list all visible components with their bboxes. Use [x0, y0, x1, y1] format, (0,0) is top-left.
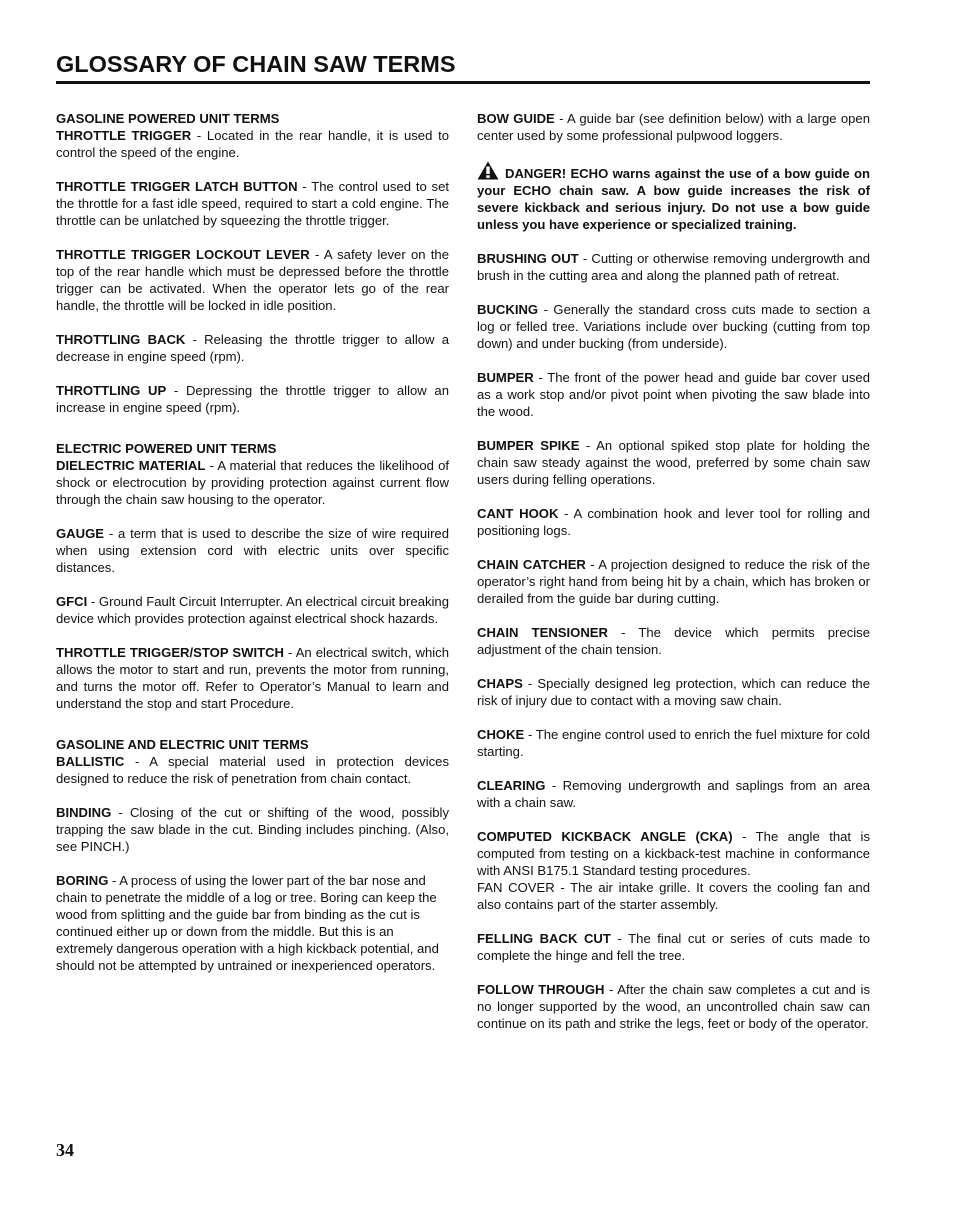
- definition: - A safety lever on the top of the rear handle which must be depressed before the throttle trigger can be activated. When the operator lets go of the rear handle, the throttle will be locked in idle position.: [56, 247, 449, 313]
- definition: - The front of the power head and guide bar cover used as a work stop and/or pivot point when pivoting the saw blade into the wood.: [477, 370, 870, 419]
- glossary-entry: [477, 981, 870, 1032]
- glossary-entry: [56, 804, 449, 855]
- definition: - The control used to set the throttle for a fast idle speed, required to start a cold engine. The throttle can be unlatched by squeezing the throttle trigger.: [56, 179, 449, 228]
- definition: - Removing undergrowth and saplings from an area with a chain saw.: [477, 778, 870, 810]
- definition: - Releasing the throttle trigger to allow a decrease in engine speed (rpm).: [56, 332, 449, 364]
- glossary-entry: [477, 556, 870, 607]
- term: CLEARING: [477, 778, 546, 793]
- section-heading-electric: ELECTRIC POWERED UNIT TERMS: [56, 441, 277, 456]
- term: BINDING: [56, 805, 112, 820]
- glossary-entry: [56, 246, 449, 314]
- glossary-entry: [56, 331, 449, 365]
- definition: - The engine control used to enrich the fuel mixture for cold starting.: [477, 727, 870, 759]
- glossary-entry: [477, 301, 870, 352]
- glossary-entry: [56, 178, 449, 229]
- term: THROTTLE TRIGGER: [56, 128, 192, 143]
- glossary-entry: [56, 644, 449, 712]
- glossary-entry: [477, 505, 870, 539]
- term: THROTTLE TRIGGER LOCKOUT LEVER: [56, 247, 310, 262]
- term: BUMPER: [477, 370, 534, 385]
- definition: - A combination hook and lever tool for rolling and positioning logs.: [477, 506, 870, 538]
- definition: - The device which permits precise adjustment of the chain tension.: [477, 625, 870, 657]
- glossary-entry: [56, 525, 449, 576]
- definition: - An optional spiked stop plate for holding the chain saw steady against the wood, preferred by some chain saw users during felling operations.: [477, 438, 870, 487]
- glossary-entry: [56, 872, 449, 974]
- term: THROTTLING UP: [56, 383, 167, 398]
- term: CHOKE: [477, 727, 525, 742]
- term: THROTTLE TRIGGER/STOP SWITCH: [56, 645, 284, 660]
- term: BOW GUIDE: [477, 111, 555, 126]
- term: BUCKING: [477, 302, 539, 317]
- definition: - Cutting or otherwise removing undergrowth and brush in the cutting area and along the planned path of retreat.: [477, 251, 870, 283]
- glossary-entry: [477, 777, 870, 811]
- section-heading-gasoline: GASOLINE POWERED UNIT TERMS: [56, 111, 280, 126]
- term: FOLLOW THROUGH: [477, 982, 605, 997]
- glossary-entry: [56, 753, 449, 787]
- definition: - A special material used in protection devices designed to reduce the risk of penetration from chain contact.: [56, 754, 449, 786]
- glossary-entry: [477, 110, 870, 144]
- term: GAUGE: [56, 526, 105, 541]
- glossary-entry: [477, 624, 870, 658]
- definition: - Closing of the cut or shifting of the wood, possibly trapping the saw blade in the cut. Binding includes pinching. (Also, see PINCH.): [56, 805, 449, 854]
- definition: - Specially designed leg protection, which can reduce the risk of injury due to contact with a moving saw chain.: [477, 676, 870, 708]
- term: BUMPER SPIKE: [477, 438, 580, 453]
- term: BALLISTIC: [56, 754, 125, 769]
- glossary-entry: [56, 127, 449, 161]
- term: BRUSHING OUT: [477, 251, 579, 266]
- glossary-entry: [477, 675, 870, 709]
- definition: - The angle that is computed from testing on a kickback-test machine in conformance with ANSI B175.1 Standard testing procedures.: [477, 829, 870, 878]
- warning-triangle-icon: [477, 161, 499, 180]
- definition: - After the chain saw completes a cut and is no longer supported by the wood, an uncontrolled chain saw can continue on its path and strike the legs, feet or body of the operator.: [477, 982, 870, 1031]
- left-column: [56, 110, 449, 974]
- page-number: 34: [56, 1140, 74, 1160]
- glossary-entry: [56, 457, 449, 508]
- page-title: GLOSSARY OF CHAIN SAW TERMS: [56, 50, 870, 84]
- glossary-entry: [477, 930, 870, 964]
- term: DIELECTRIC MATERIAL: [56, 458, 206, 473]
- definition: - The final cut or series of cuts made to complete the hinge and fell the tree.: [477, 931, 870, 963]
- definition: - Located in the rear handle, it is used to control the speed of the engine.: [56, 128, 449, 160]
- term: BORING: [56, 873, 109, 888]
- term: CHAPS: [477, 676, 523, 691]
- definition: - Generally the standard cross cuts made to section a log or felled tree. Variations include over bucking (cutting from top down) and under bucking (from underside).: [477, 302, 870, 351]
- glossary-entry: [477, 726, 870, 760]
- term: GFCI: [56, 594, 88, 609]
- definition: - Ground Fault Circuit Interrupter. An electrical circuit breaking device which provides protection against electrical shock hazards.: [56, 594, 449, 626]
- definition: - A process of using the lower part of the bar nose and chain to penetrate the middle of a log or tree. Boring can keep the wood from splitting and the guide bar from binding as the cut is continued either up or down from the middle. But this is an extremely dangerous operation with a high kickback potential, and should not be attempted by untrained or inexperienced operators.: [56, 873, 439, 973]
- term: COMPUTED KICKBACK ANGLE (CKA): [477, 829, 733, 844]
- term: FELLING BACK CUT: [477, 931, 611, 946]
- glossary-entry: [56, 593, 449, 627]
- definition: - Depressing the throttle trigger to allow an increase in engine speed (rpm).: [56, 383, 449, 415]
- glossary-entry: [477, 828, 870, 879]
- definition: - A projection designed to reduce the risk of the operator’s right hand from being hit by a chain, which has broken or derailed from the guide bar during cutting.: [477, 557, 870, 606]
- section-heading-gasoline-electric: GASOLINE AND ELECTRIC UNIT TERMS: [56, 737, 309, 752]
- term: CANT HOOK: [477, 506, 559, 521]
- definition: - A guide bar (see definition below) with a large open center used by some professional pulpwood loggers.: [477, 111, 870, 143]
- term: THROTTLE TRIGGER LATCH BUTTON: [56, 179, 298, 194]
- term: THROTTLING BACK: [56, 332, 186, 347]
- definition: - a term that is used to describe the size of wire required when using extension cord with electric units over specific distances.: [56, 526, 449, 575]
- term: CHAIN CATCHER: [477, 557, 586, 572]
- danger-text: DANGER! ECHO warns against the use of a bow guide on your ECHO chain saw. A bow guide increases the risk of severe kickback and serious injury. Do not use a bow guide unless you have experience or specialized training.: [477, 166, 870, 232]
- term: CHAIN TENSIONER: [477, 625, 608, 640]
- glossary-entry: [477, 250, 870, 284]
- definition: - An electrical switch, which allows the motor to start and run, prevents the motor from running, and turns the motor off. Refer to Operator’s Manual to learn and understand the stop and start Procedure.: [56, 645, 449, 711]
- right-column: [477, 110, 870, 1032]
- glossary-entry: [56, 382, 449, 416]
- glossary-entry: [477, 369, 870, 420]
- definition: - A material that reduces the likelihood of shock or electrocution by providing protection against current flow through the chain saw housing to the operator.: [56, 458, 449, 507]
- glossary-entry-fan-cover: FAN COVER - The air intake grille. It covers the cooling fan and also contains part of the starter assembly.: [477, 880, 870, 912]
- glossary-entry: [477, 437, 870, 488]
- danger-warning: [477, 161, 870, 233]
